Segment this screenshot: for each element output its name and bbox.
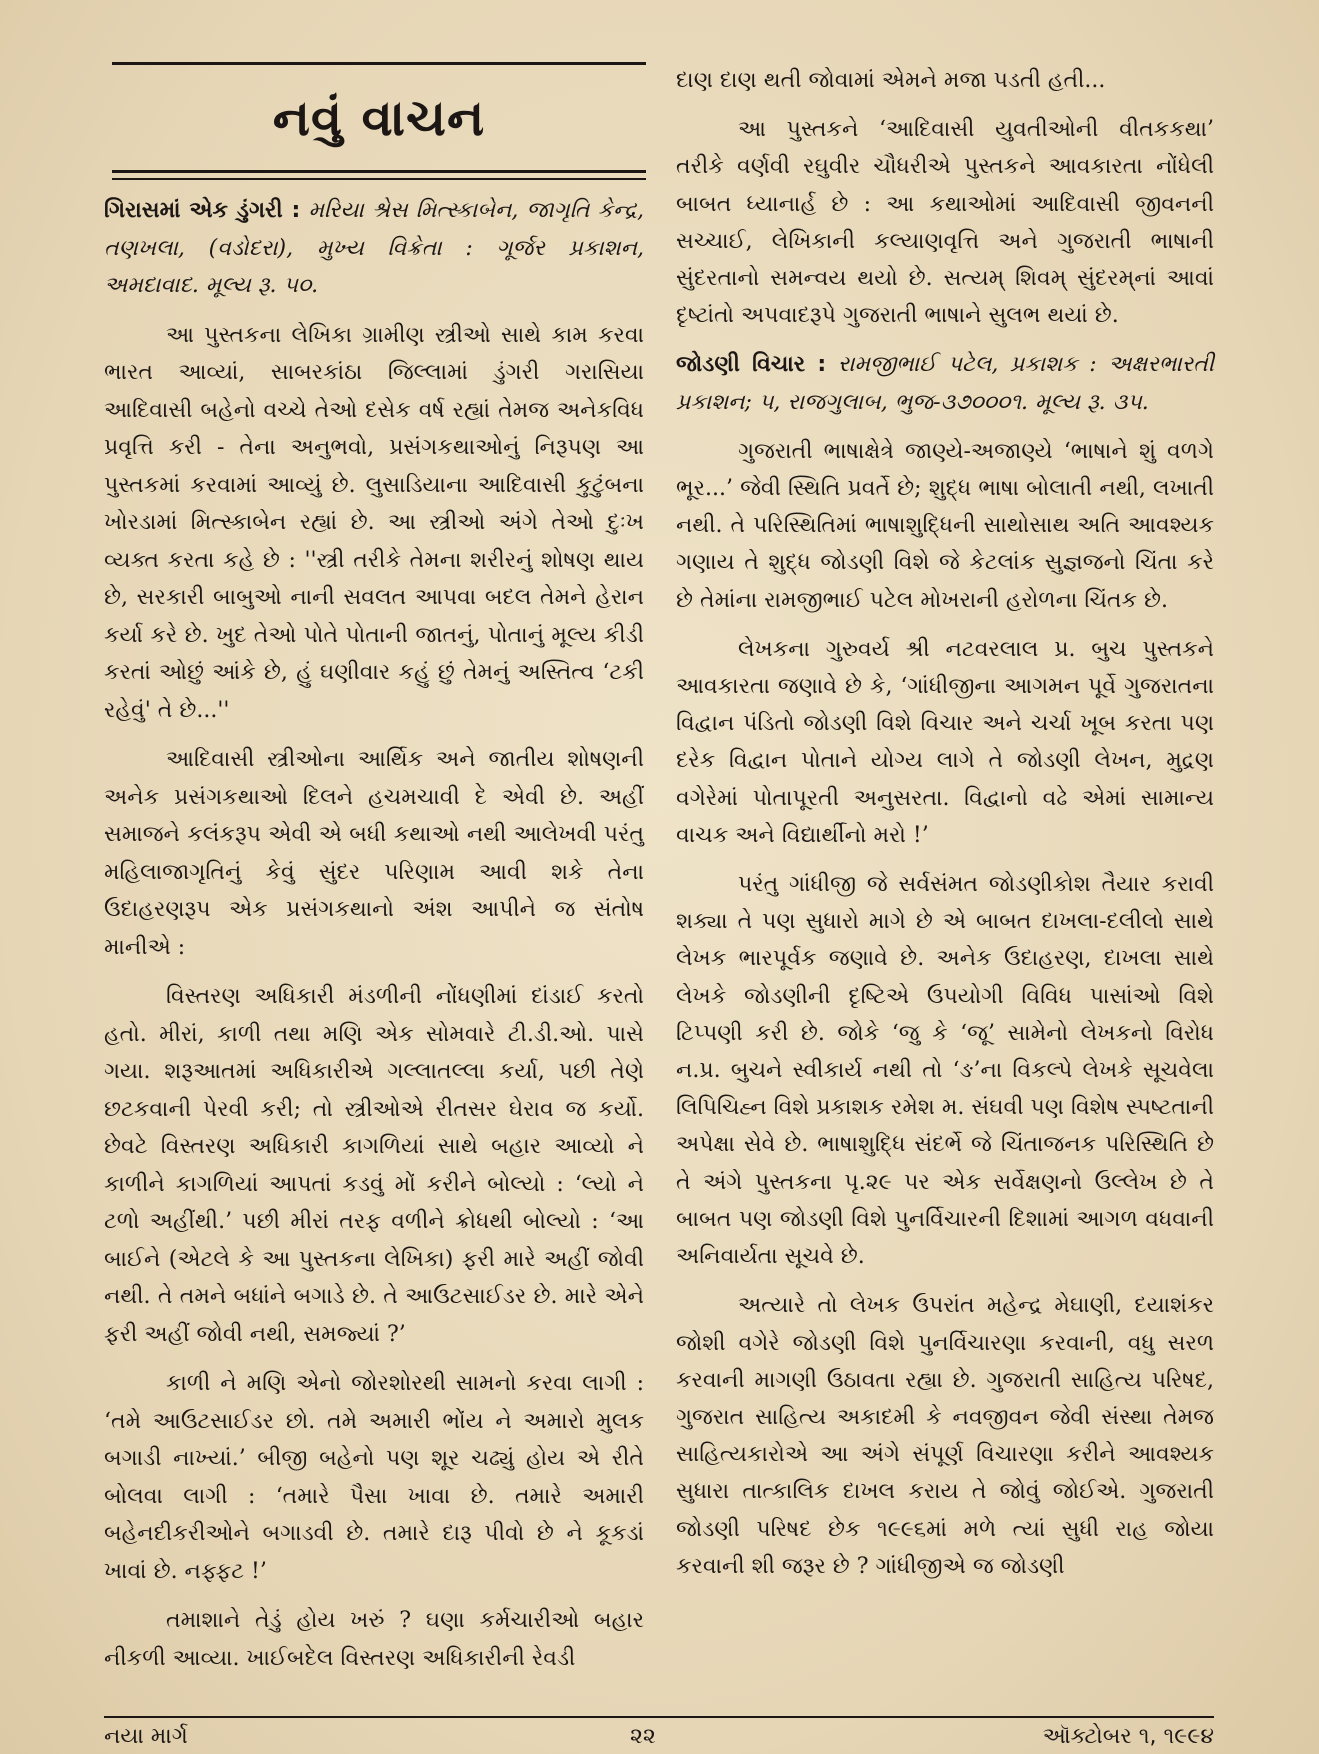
review2-book-title: જોડણી વિચાર :	[676, 352, 827, 378]
footer-magazine-name: નયા માર્ગ	[104, 1724, 188, 1749]
review2-paragraph: પરંતુ ગાંધીજી જે સર્વસંમત જોડણીકોશ તૈયાર કરાવી શક્યા તે પણ સુધારો માગે છે એ બાબત દાખલા-દલીલો સાથે લેખક ભારપૂર્વક જણાવે છે. અનેક ઉદાહરણ, દાખલા સાથે લેખકે જોડણીની દૃષ્ટિએ ઉપયોગી વિવિધ પાસાંઓ વિશે ટિપ્પણી કરી છે. જોકે ‘જુ કે ‘જૂ’ સામેનો લેખકનો વિરોધ ન.પ્ર. બુચને સ્વીકાર્ય નથી તો ‘ઙ’ના વિકલ્પે લેખકે સૂચવેલા લિપિચિહ્ન વિશે પ્રકાશક રમેશ મ. સંઘવી પણ વિશેષ સ્પષ્ટતાની અપેક્ષા સેવે છે. ભાષાશુદ્ધિ સંદર્ભે જે ચિંતાજનક પરિસ્થિતિ છે તે અંગે પુસ્તકના પૃ.૨૯ પર એક સર્વેક્ષણનો ઉલ્લેખ છે તે બાબત પણ જોડણી વિશે પુનર્વિચારની દિશામાં આગળ વધવાની અનિવાર્યતા સૂચવે છે.	[676, 872, 1215, 1270]
heading-bottom-thin-rule	[112, 178, 646, 180]
review2-paragraph: લેખકના ગુરુવર્ય શ્રી નટવરલાલ પ્ર. બુચ પુસ્તકને આવકારતા જણાવે છે કે, ‘ગાંધીજીના આગમન પૂર્વે ગુજરાતના વિદ્વાન પંડિતો જોડણી વિશે વિચાર અને ચર્ચા ખૂબ કરતા પણ દરેક વિદ્વાન પોતાને યોગ્ય લાગે તે જોડણી લેખન, મુદ્રણ વગેરેમાં પોતાપૂરતી અનુસરતા. વિદ્વાનો વઢે એમાં સામાન્ય વાચક અને વિદ્યાર્થીનો મરો !’	[676, 636, 1214, 848]
footer-rule	[104, 1716, 1214, 1718]
review1-continuation: દાણ દાણ થતી જોવામાં એમને મજા પડતી હતી...	[676, 68, 1106, 93]
review1-book-meta: મરિયા શ્રેસ મિત્સ્કાબેન, જાગૃતિ કેન્દ્ર, તણખલા, (વડોદરા), મુખ્ય વિક્રેતા : ગૂર્જર પ્રકાશન, અમદાવાદ. મૂલ્ય રૂ. ૫૦.	[104, 198, 644, 298]
left-column	[104, 192, 644, 1677]
heading-top-rule	[112, 62, 646, 65]
footer-page-number: ૨૨	[630, 1724, 656, 1749]
review2-book-meta: રામજીભાઈ પટેલ, પ્રકાશક : અક્ષરભારતી પ્રકાશન; ૫, રાજગુલાબ, ભુજ-૩૭૦૦૦૧. મૂલ્ય રૂ. ૩૫.	[676, 352, 1215, 415]
section-heading: નવું વાચન	[272, 89, 486, 147]
heading-bottom-rule	[112, 170, 646, 173]
review1-book-title: ગિરાસમાં એક ડુંગરી :	[104, 198, 301, 223]
review1-paragraph: આદિવાસી સ્ત્રીઓના આર્થિક અને જાતીય શોષણની અનેક પ્રસંગકથાઓ દિલને હચમચાવી દે એવી છે. અહીં સમાજને કલંકરૂપ એવી એ બધી કથાઓ નથી આલેખવી પરંતુ મહિલાજાગૃતિનું કેવું સુંદર પરિણામ આવી શકે તેના ઉદાહરણરૂપ એક પ્રસંગકથાનો અંશ આપીને જ સંતોષ માનીએ :	[104, 747, 644, 960]
review2-paragraph: અત્યારે તો લેખક ઉપરાંત મહેન્દ્ર મેઘાણી, દયાશંકર જોશી વગેરે જોડણી વિશે પુનર્વિચારણા કરવાની, વધુ સરળ કરવાની માગણી ઉઠાવતા રહ્યા છે. ગુજરાતી સાહિત્ય પરિષદ, ગુજરાત સાહિત્ય અકાદમી કે નવજીવન જેવી સંસ્થા તેમજ સાહિત્યકારોએ આ અંગે સંપૂર્ણ વિચારણા કરીને આવશ્યક સુધારા તાત્કાલિક દાખલ કરાય તે જોવું જોઈએ. ગુજરાતી જોડણી પરિષદ છેક ૧૯૯૬માં મળે ત્યાં સુધી રાહ જોયા કરવાની શી જરૂર છે ? ગાંધીજીએ જ જોડણી	[676, 1293, 1214, 1579]
review1-paragraph: કાળી ને મણિ એનો જોરશોરથી સામનો કરવા લાગી : ‘તમે આઉટસાઈડર છો. તમે અમારી ભોંય ને અમારો મુલક બગાડી નાખ્યાં.’ બીજી બહેનો પણ શૂર ચઢ્યું હોય એ રીતે બોલવા લાગી : ‘તમારે પૈસા ખાવા છે. તમારે અમારી બહેનદીકરીઓને બગાડવી છે. તમારે દારૂ પીવો છે ને કૂકડાં ખાવાં છે. નફ્ફટ !’	[104, 1371, 644, 1584]
review1-citation	[104, 192, 644, 305]
review2-citation	[676, 346, 1214, 420]
review1-paragraph: વિસ્તરણ અધિકારી મંડળીની નોંધણીમાં દાંડાઈ કરતો હતો. મીરાં, કાળી તથા મણિ એક સોમવારે ટી.ડી.ઓ. પાસે ગયા. શરૂઆતમાં અધિકારીએ ગલ્લાતલ્લા કર્યા, પછી તેણે છટકવાની પેરવી કરી; તો સ્ત્રીઓએ રીતસર ઘેરાવ જ કર્યો. છેવટે વિસ્તરણ અધિકારી કાગળિયાં સાથે બહાર આવ્યો ને કાળીને કાગળિયાં આપતાં કડવું મોં કરીને બોલ્યો : ‘લ્યો ને ટળો અહીંથી.’ પછી મીરાં તરફ વળીને ક્રોધથી બોલ્યો : ‘આ બાઈને (એટલે કે આ પુસ્તકના લેખિકા) ફરી મારે અહીં જોવી નથી. તે તમને બધાંને બગાડે છે. તે આઉટસાઈડર છે. મારે એને ફરી અહીં જોવી નથી, સમજ્યાં ?’	[104, 984, 644, 1347]
review1-closing-paragraph: આ પુસ્તકને ‘આદિવાસી યુવતીઓની વીતકકથા’ તરીકે વર્ણવી રઘુવીર ચૌધરીએ પુસ્તકને આવકારતા નોંધેલી બાબત ધ્યાનાર્હ છે : આ કથાઓમાં આદિવાસી જીવનની સચ્ચાઈ, લેખિકાની કલ્યાણવૃત્તિ અને ગુજરાતી ભાષાની સુંદરતાનો સમન્વય થયો છે. સત્યમ્ શિવમ્ સુંદરમ્‌નાં આવાં દૃષ્ટાંતો અપવાદરૂપે ગુજરાતી ભાષાને સુલભ થયાં છે.	[676, 117, 1214, 329]
right-column	[676, 62, 1214, 1585]
footer-issue-date: ઑક્ટોબર ૧, ૧૯૯૪	[1042, 1724, 1214, 1749]
review1-paragraph: તમાશાને તેડું હોય ખરું ? ઘણા કર્મચારીઓ બહાર નીકળી આવ્યા. ખાઈબદેલ વિસ્તરણ અધિકારીની રેવડી	[104, 1608, 644, 1671]
review1-paragraph: આ પુસ્તકના લેખિકા ગ્રામીણ સ્ત્રીઓ સાથે કામ કરવા ભારત આવ્યાં, સાબરકાંઠા જિલ્લામાં ડુંગરી ગરાસિયા આદિવાસી બહેનો વચ્ચે તેઓ દસેક વર્ષ રહ્યાં તેમજ અનેકવિધ પ્રવૃત્તિ કરી - તેના અનુભવો, પ્રસંગકથાઓનું નિરૂપણ આ પુસ્તકમાં કરવામાં આવ્યું છે. લુસાડિયાના આદિવાસી કુટુંબના ખોરડામાં મિત્સ્કાબેન રહ્યાં છે. આ સ્ત્રીઓ અંગે તેઓ દુઃખ વ્યક્ત કરતા કહે છે : ''સ્ત્રી તરીકે તેમના શરીરનું શોષણ થાય છે, સરકારી બાબુઓ નાની સવલત આપવા બદલ તેમને હેરાન કર્યા કરે છે. ખુદ તેઓ પોતે પોતાની જાતનું, પોતાનું મૂલ્ય કીડી કરતાં ઓછું આંકે છે, હું ઘણીવાર કહું છું તેમનું અસ્તિત્વ ‘ટકી રહેવું' તે છે...''	[104, 322, 644, 723]
review2-paragraph: ગુજરાતી ભાષાક્ષેત્રે જાણ્યે-અજાણ્યે ‘ભાષાને શું વળગે ભૂર...’ જેવી સ્થિતિ પ્રવર્તે છે; શુદ્ધ ભાષા બોલાતી નથી, લખાતી નથી. તે પરિસ્થિતિમાં ભાષાશુદ્ધિની સાથોસાથ અતિ આવશ્યક ગણાય તે શુદ્ધ જોડણી વિશે જે કેટલાંક સુજ્ઞજનો ચિંતા કરે છે તેમાંના રામજીભાઈ પટેલ મોખરાની હરોળના ચિંતક છે.	[676, 438, 1214, 613]
